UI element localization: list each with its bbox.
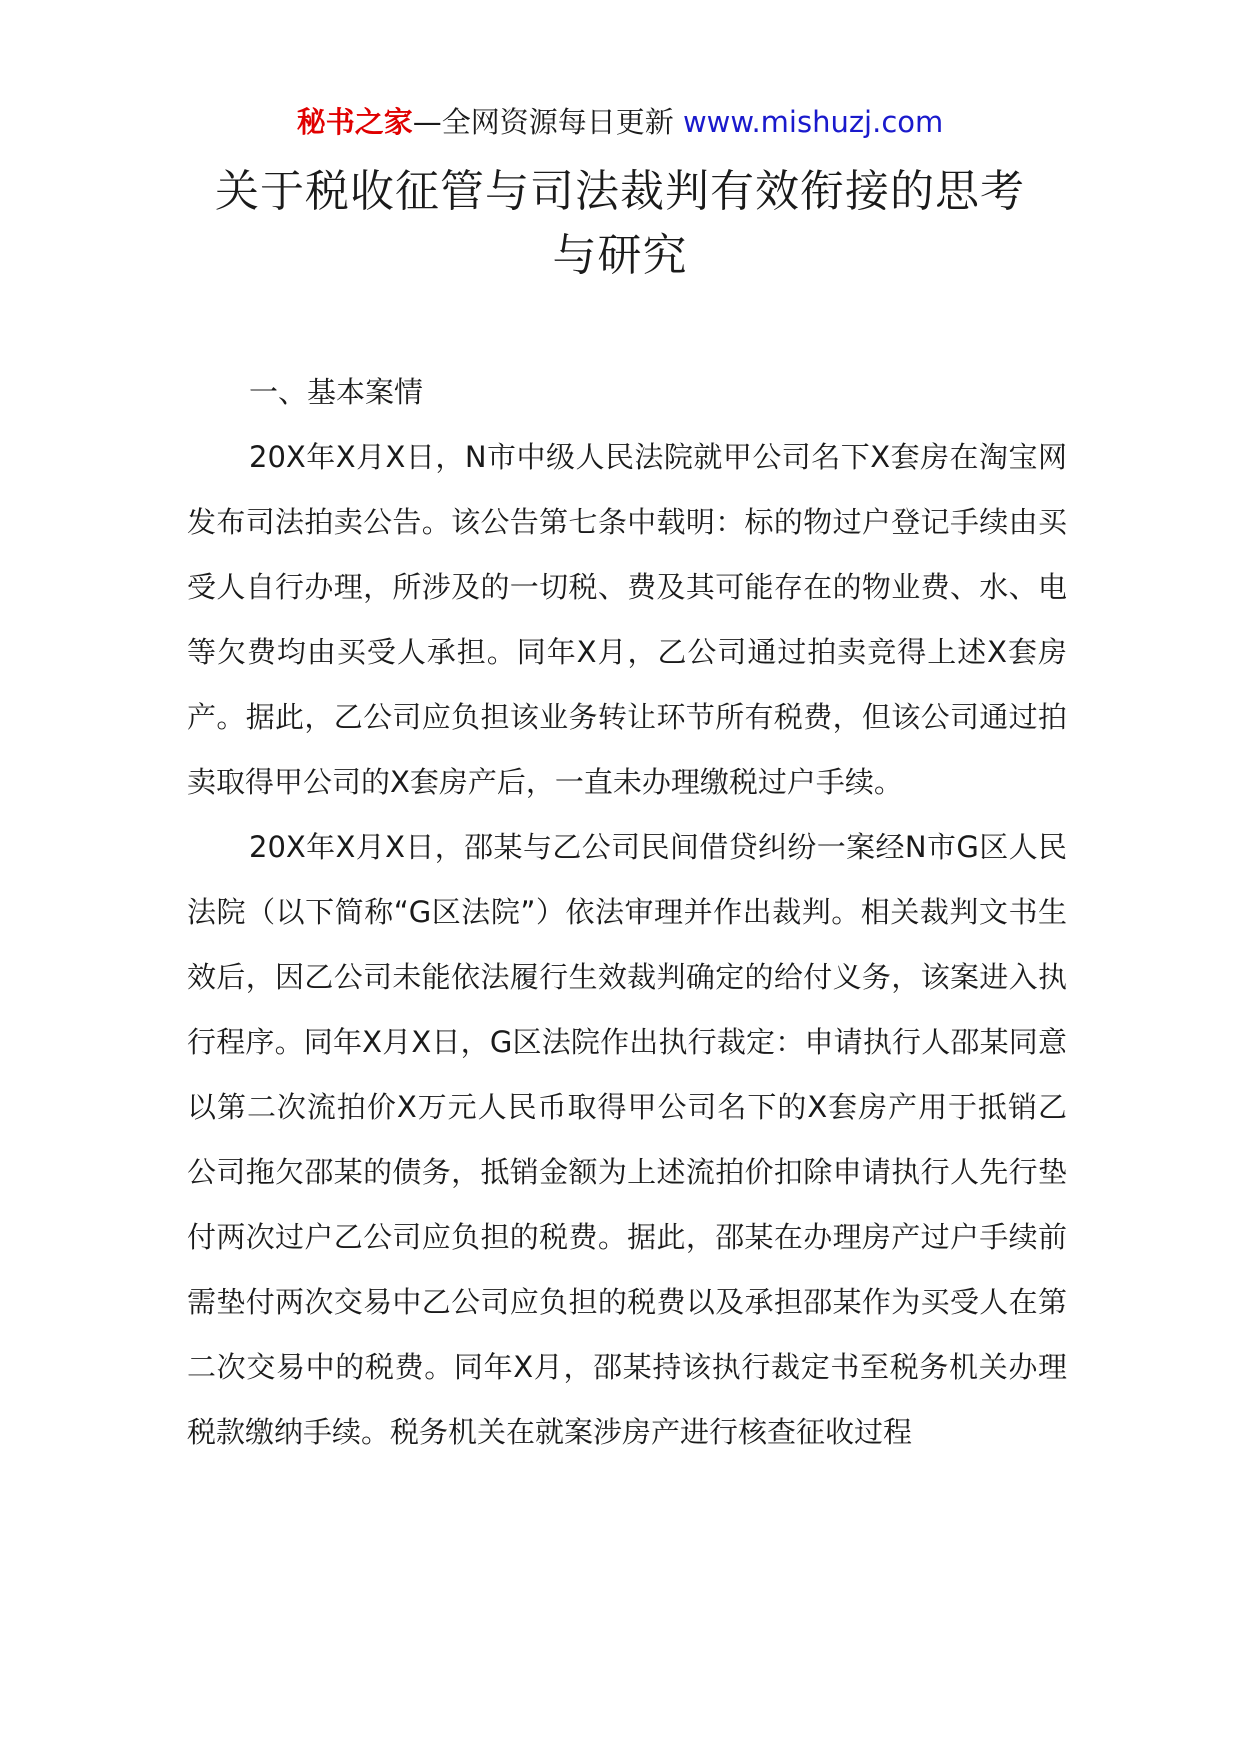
body-paragraph: 20X年X月X日，N市中级人民法院就甲公司名下X套房在淘宝网发布司法拍卖公告。该公告第七条中载明：标的物过户登记手续由买受人自行办理，所涉及的一切税、费及其可能存在的物业费、水、电等欠费均由买受人承担。同年X月，乙公司通过拍卖竞得上述X套房产。据此，乙公司应负担该业务转让环节所有税费，但该公司通过拍卖取得甲公司的X套房产后，一直未办理缴税过户手续。: [187, 440, 1067, 799]
site-header: [0, 100, 1240, 144]
section-heading: 一、基本案情: [249, 375, 424, 409]
header-slogan: —全网资源每日更新: [412, 105, 683, 139]
document-body: [187, 360, 1067, 1465]
brand-name: 秘书之家: [296, 105, 413, 139]
document-title-line-2: 与研究: [552, 230, 688, 281]
document-title-line-1: 关于税收征管与司法裁判有效衔接的思考: [215, 166, 1025, 217]
document-title: [150, 160, 1090, 288]
body-paragraph: 20X年X月X日，邵某与乙公司民间借贷纠纷一案经N市G区人民法院（以下简称“G区法院”）依法审理并作出裁判。相关裁判文书生效后，因乙公司未能依法履行生效裁判确定的给付义务，该案进入执行程序。同年X月X日，G区法院作出执行裁定：申请执行人邵某同意以第二次流拍价X万元人民币取得甲公司名下的X套房产用于抵销乙公司拖欠邵某的债务，抵销金额为上述流拍价扣除申请执行人先行垫付两次过户乙公司应负担的税费。据此，邵某在办理房产过户手续前需垫付两次交易中乙公司应负担的税费以及承担邵某作为买受人在第二次交易中的税费。同年X月，邵某持该执行裁定书至税务机关办理税款缴纳手续。税务机关在就案涉房产进行核查征收过程: [187, 830, 1067, 1449]
site-url-link[interactable]: www.mishuzj.com: [682, 105, 944, 139]
